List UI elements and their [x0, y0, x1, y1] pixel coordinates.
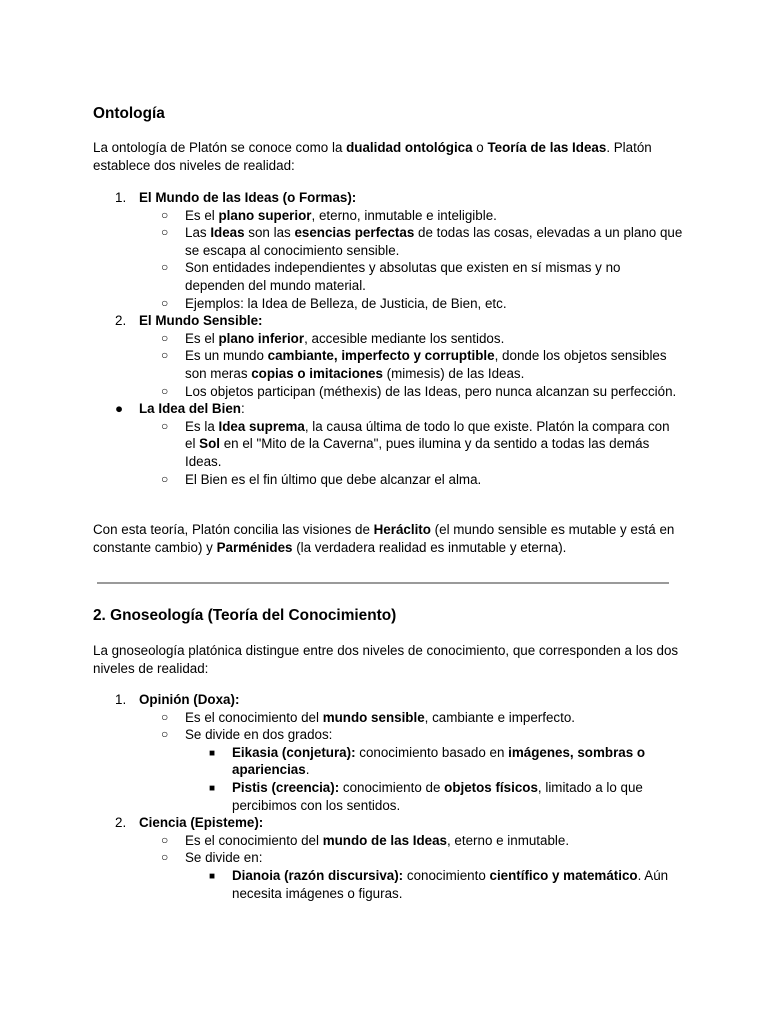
bold-text: Sol — [199, 436, 220, 452]
circle-bullet-icon: ○ — [161, 295, 169, 310]
gnoseologia-list — [93, 691, 683, 902]
sub-item-text: Es el conocimiento del mundo sensible, cambiante e imperfecto. — [185, 709, 575, 725]
sub-item — [93, 471, 683, 489]
circle-bullet-icon: ○ — [161, 850, 169, 865]
bold-text: Parménides — [216, 539, 293, 555]
circle-bullet-icon: ○ — [161, 383, 169, 398]
circle-bullet-icon: ○ — [161, 709, 169, 724]
sub-item — [93, 330, 683, 348]
bold-text: imágenes, sombras o apariencias — [232, 744, 646, 778]
bold-text: El Mundo Sensible: — [139, 313, 263, 329]
bold-text: plano inferior — [218, 330, 305, 346]
list-number: 1. — [115, 190, 127, 205]
sub-item-text: Son entidades independientes y absolutas que existen en sí mismas y no dependen del mundo material. — [185, 260, 621, 293]
bold-text: mundo de las Ideas — [322, 832, 447, 848]
circle-bullet-icon: ○ — [161, 348, 169, 363]
bold-text: Dianoia (razón discursiva): — [232, 867, 404, 883]
bold-text: La Idea del Bien — [139, 401, 241, 417]
bold-text: Idea suprema — [218, 418, 305, 434]
bold-text: mundo sensible — [322, 709, 425, 725]
circle-bullet-icon: ○ — [161, 260, 169, 275]
sub-item — [93, 259, 683, 294]
list-item-heading — [139, 190, 356, 205]
sub-item — [93, 224, 683, 259]
circle-bullet-icon: ○ — [161, 471, 169, 486]
list-item-idea-bien — [93, 400, 683, 418]
square-bullet-icon: ■ — [209, 747, 216, 759]
ontologia-intro: La ontología de Platón se conoce como la dualidad ontológica o Teoría de las Ideas. Platón establece dos niveles de realidad: — [93, 140, 652, 173]
ontologia-list — [93, 189, 683, 488]
sub-item-text: Ejemplos: la Idea de Belleza, de Justicia, de Bien, etc. — [185, 295, 507, 311]
bold-text: esencias perfectas — [294, 225, 415, 241]
bold-text: científico y matemático — [489, 867, 638, 883]
list-item-mundo-ideas — [93, 189, 683, 207]
sub-item — [93, 383, 683, 401]
sub-sub-item-text: Pistis (creencia): conocimiento de objetos físicos, limitado a lo que percibimos con los sentidos. — [232, 779, 643, 813]
ontologia-conclusion: Con esta teoría, Platón concilia las visiones de Heráclito (el mundo sensible es mutable y está en constante cambio) y Parménides (la verdadera realidad es inmutable y eterna). — [93, 522, 675, 555]
circle-bullet-icon: ○ — [161, 225, 169, 240]
sub-sub-item-text: Eikasia (conjetura): conocimiento basado en imágenes, sombras o apariencias. — [232, 744, 646, 778]
list-item-heading: La Idea del Bien: — [139, 401, 245, 417]
list-item-mundo-sensible — [93, 312, 683, 330]
bold-text: Heráclito — [373, 522, 431, 537]
bullet-icon: ● — [115, 401, 124, 417]
bold-text: Pistis (creencia): — [232, 779, 340, 795]
sub-item-text: Es el plano superior, eterno, inmutable e inteligible. — [185, 207, 497, 223]
sub-sub-item — [93, 744, 683, 779]
circle-bullet-icon: ○ — [161, 418, 169, 433]
sub-item — [93, 347, 683, 382]
sub-item-text: Es la Idea suprema, la causa última de todo lo que existe. Platón la compara con el Sol en el "Mito de la Caverna", pues ilumina y da sentido a todas las demás Ideas. — [185, 418, 670, 469]
sub-item — [93, 418, 683, 471]
circle-bullet-icon: ○ — [161, 832, 169, 847]
list-number: 2. — [115, 313, 127, 329]
bold-text: El Mundo de las Ideas (o Formas): — [139, 190, 357, 205]
sub-item-text: Es un mundo cambiante, imperfecto y corruptible, donde los objetos sensibles son meras copias o imitaciones (mimesis) de las Ideas. — [185, 348, 667, 381]
bold-text: copias o imitaciones — [251, 365, 383, 381]
bold-text: Eikasia (conjetura): — [232, 744, 356, 760]
circle-bullet-icon: ○ — [161, 727, 169, 742]
list-item-heading — [139, 815, 263, 830]
bold-text: plano superior — [218, 207, 312, 223]
sub-item-text: Se divide en: — [185, 850, 263, 866]
sub-item-text: Es el conocimiento del mundo de las Ideas, eterno e inmutable. — [185, 832, 570, 848]
gnoseologia-intro: La gnoseología platónica distingue entre dos niveles de conocimiento, que corresponden a los dos niveles de realidad: — [93, 643, 679, 676]
sub-item-text: El Bien es el fin último que debe alcanzar el alma. — [185, 471, 482, 487]
sub-item — [93, 849, 683, 867]
list-number: 2. — [115, 815, 127, 831]
sub-sub-item-text: Dianoia (razón discursiva): conocimiento científico y matemático. Aún necesita imágenes o figuras. — [232, 867, 669, 901]
section-title-ontologia: Ontología — [93, 105, 165, 122]
sub-item — [93, 832, 683, 850]
bold-text: Opinión (Doxa): — [139, 692, 240, 707]
sub-sub-item — [93, 779, 683, 814]
horizontal-divider — [97, 582, 669, 584]
bold-text: Ideas — [210, 225, 245, 241]
bold-text: Ciencia (Episteme): — [139, 815, 264, 831]
sub-item-text: Los objetos participan (méthexis) de las Ideas, pero nunca alcanzan su perfección. — [185, 383, 677, 399]
list-item-heading — [139, 313, 263, 328]
circle-bullet-icon: ○ — [161, 207, 169, 222]
list-item-heading — [139, 692, 239, 707]
sub-item-text: Se divide en dos grados: — [185, 727, 333, 743]
list-item-ciencia — [93, 814, 683, 832]
square-bullet-icon: ■ — [209, 870, 216, 882]
bold-text: cambiante, imperfecto y corruptible — [267, 348, 495, 364]
sub-item-text: Es el plano inferior, accesible mediante los sentidos. — [185, 330, 505, 346]
square-bullet-icon: ■ — [209, 782, 216, 794]
circle-bullet-icon: ○ — [161, 330, 169, 345]
section-title-gnoseologia: 2. Gnoseología (Teoría del Conocimiento) — [93, 607, 397, 624]
list-number: 1. — [115, 692, 127, 707]
sub-item — [93, 295, 683, 313]
sub-item — [93, 207, 683, 225]
bold-text: objetos físicos — [444, 779, 538, 795]
bold-text: dualidad ontológica — [346, 140, 473, 155]
list-item-opinion — [93, 691, 683, 709]
bold-text: Teoría de las Ideas — [487, 140, 607, 155]
sub-sub-item — [93, 867, 683, 902]
sub-item — [93, 726, 683, 744]
sub-item-text: Las Ideas son las esencias perfectas de todas las cosas, elevadas a un plano que se escapa al conocimiento sensible. — [185, 225, 683, 258]
sub-item — [93, 709, 683, 727]
